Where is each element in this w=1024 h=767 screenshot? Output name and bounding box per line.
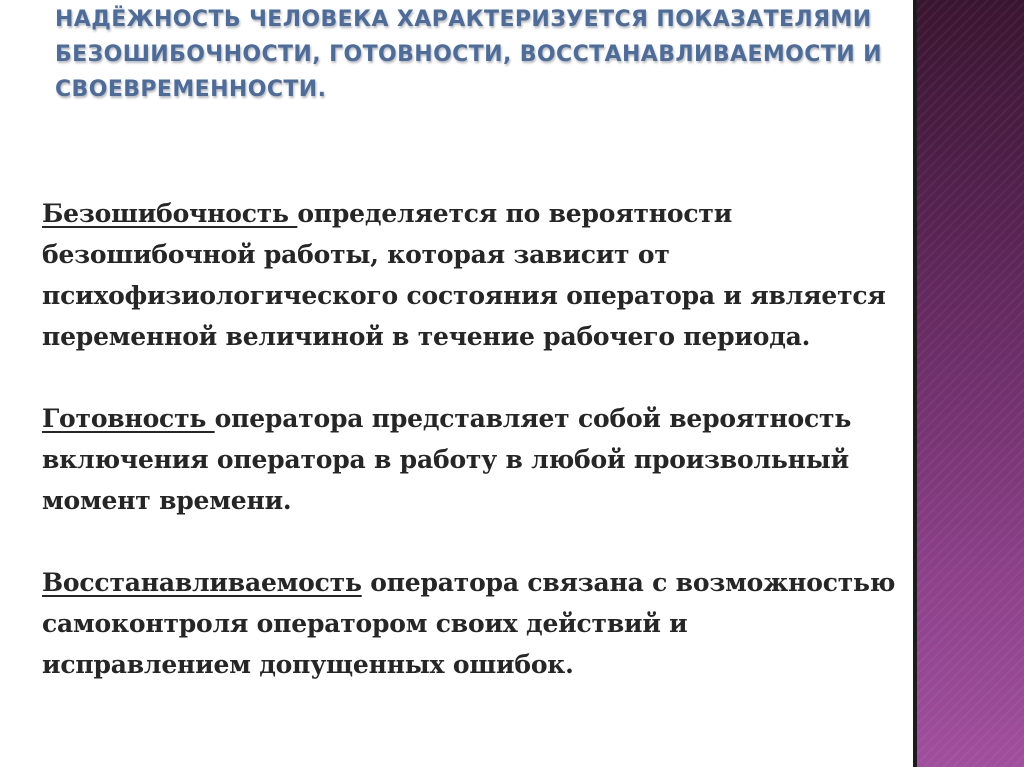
- paragraph-readiness: [42, 398, 902, 521]
- slide-body: [42, 193, 902, 685]
- paragraph-recoverability: [42, 562, 902, 685]
- paragraph-text: определяется по вероятности безошибочной работы, которая зависит от психофизиологического состояния оператора и является переменной величиной в течение рабочего периода.: [42, 199, 886, 351]
- decorative-sidebar: [913, 0, 1024, 767]
- term-reliability: Безошибочность: [42, 199, 298, 228]
- paragraph-text: оператора представляет собой вероятность включения оператора в работу в любой произвольный момент времени.: [42, 404, 852, 515]
- paragraph-reliability: [42, 193, 902, 357]
- sidebar-texture: [917, 0, 1024, 767]
- term-recoverability: Восстанавливаемость: [42, 568, 362, 597]
- paragraph-text: оператора связана с возможностью самоконтроля оператором своих действий и исправлением допущенных ошибок.: [42, 568, 896, 679]
- slide-title: НАДЁЖНОСТЬ ЧЕЛОВЕКА ХАРАКТЕРИЗУЕТСЯ ПОКАЗАТЕЛЯМИ БЕЗОШИБОЧНОСТИ, ГОТОВНОСТИ, ВОССТАНАВЛИВАЕМОСТИ И СВОЕВРЕМЕННОСТИ.: [55, 7, 882, 102]
- term-readiness: Готовность: [42, 404, 215, 433]
